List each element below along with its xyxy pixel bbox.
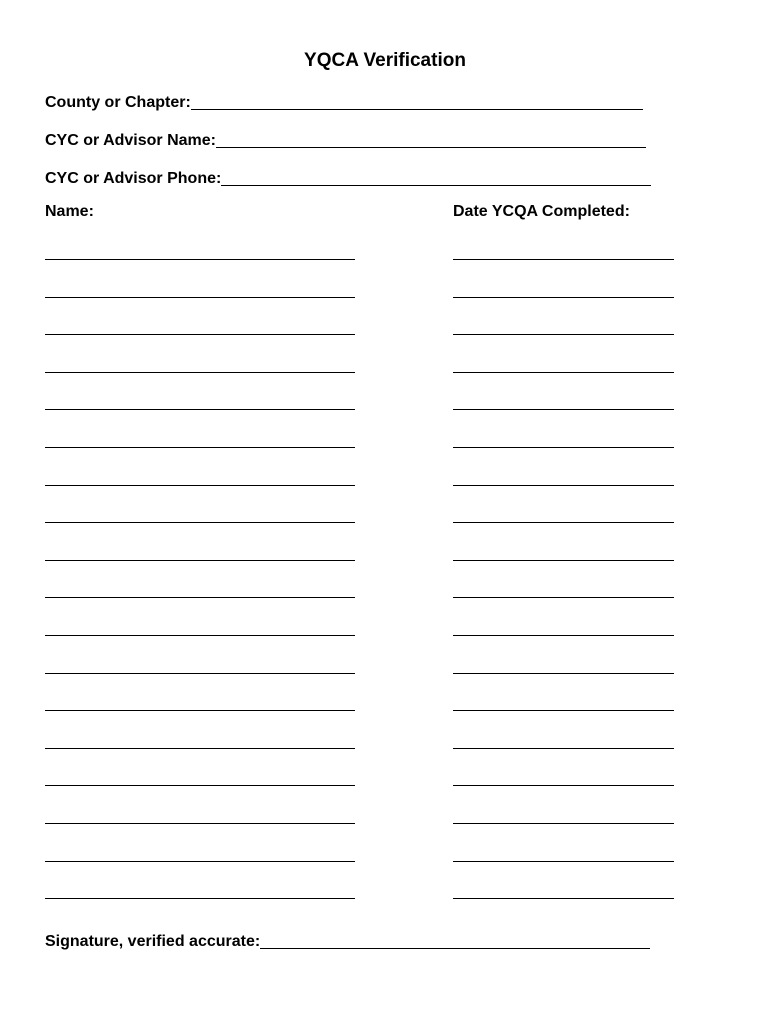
name-entry-line[interactable] xyxy=(45,710,355,711)
name-entry-line[interactable] xyxy=(45,635,355,636)
date-entry-line[interactable] xyxy=(453,560,674,561)
date-entry-line[interactable] xyxy=(453,635,674,636)
date-entry-line[interactable] xyxy=(453,785,674,786)
date-entry-line[interactable] xyxy=(453,522,674,523)
date-entry-line[interactable] xyxy=(453,334,674,335)
date-entry-line[interactable] xyxy=(453,372,674,373)
signature-label: Signature, verified accurate: xyxy=(45,933,261,950)
date-entry-line[interactable] xyxy=(453,485,674,486)
advisor-phone-input-line[interactable] xyxy=(221,167,651,186)
date-entry-line[interactable] xyxy=(453,597,674,598)
name-entry-line[interactable] xyxy=(45,861,355,862)
name-entry-line[interactable] xyxy=(45,297,355,298)
date-entry-line[interactable] xyxy=(453,861,674,862)
name-entry-line[interactable] xyxy=(45,560,355,561)
name-entry-line[interactable] xyxy=(45,334,355,335)
name-entry-line[interactable] xyxy=(45,372,355,373)
advisor-name-field xyxy=(45,128,646,150)
name-entry-line[interactable] xyxy=(45,785,355,786)
date-entry-line[interactable] xyxy=(453,748,674,749)
county-field xyxy=(45,90,643,112)
advisor-phone-label: CYC or Advisor Phone: xyxy=(45,170,222,187)
form-title: YQCA Verification xyxy=(304,50,466,71)
advisor-phone-field xyxy=(45,166,651,188)
name-entry-line[interactable] xyxy=(45,597,355,598)
date-entry-line[interactable] xyxy=(453,898,674,899)
date-entry-line[interactable] xyxy=(453,447,674,448)
name-entry-line[interactable] xyxy=(45,673,355,674)
name-entry-line[interactable] xyxy=(45,485,355,486)
signature-field xyxy=(45,929,650,951)
name-entry-line[interactable] xyxy=(45,447,355,448)
county-label: County or Chapter: xyxy=(45,94,191,111)
date-entry-line[interactable] xyxy=(453,673,674,674)
date-entry-line[interactable] xyxy=(453,297,674,298)
advisor-name-input-line[interactable] xyxy=(216,129,646,148)
name-entry-line[interactable] xyxy=(45,748,355,749)
name-column-header: Name: xyxy=(45,203,94,220)
signature-input-line[interactable] xyxy=(260,930,650,949)
name-entry-line[interactable] xyxy=(45,823,355,824)
name-entry-line[interactable] xyxy=(45,898,355,899)
date-entry-line[interactable] xyxy=(453,710,674,711)
name-entry-line[interactable] xyxy=(45,522,355,523)
name-entry-line[interactable] xyxy=(45,409,355,410)
date-column-header: Date YCQA Completed: xyxy=(453,203,630,220)
date-entry-line[interactable] xyxy=(453,409,674,410)
name-entry-line[interactable] xyxy=(45,259,355,260)
county-input-line[interactable] xyxy=(191,91,643,110)
date-entry-line[interactable] xyxy=(453,823,674,824)
advisor-name-label: CYC or Advisor Name: xyxy=(45,132,216,149)
date-entry-line[interactable] xyxy=(453,259,674,260)
